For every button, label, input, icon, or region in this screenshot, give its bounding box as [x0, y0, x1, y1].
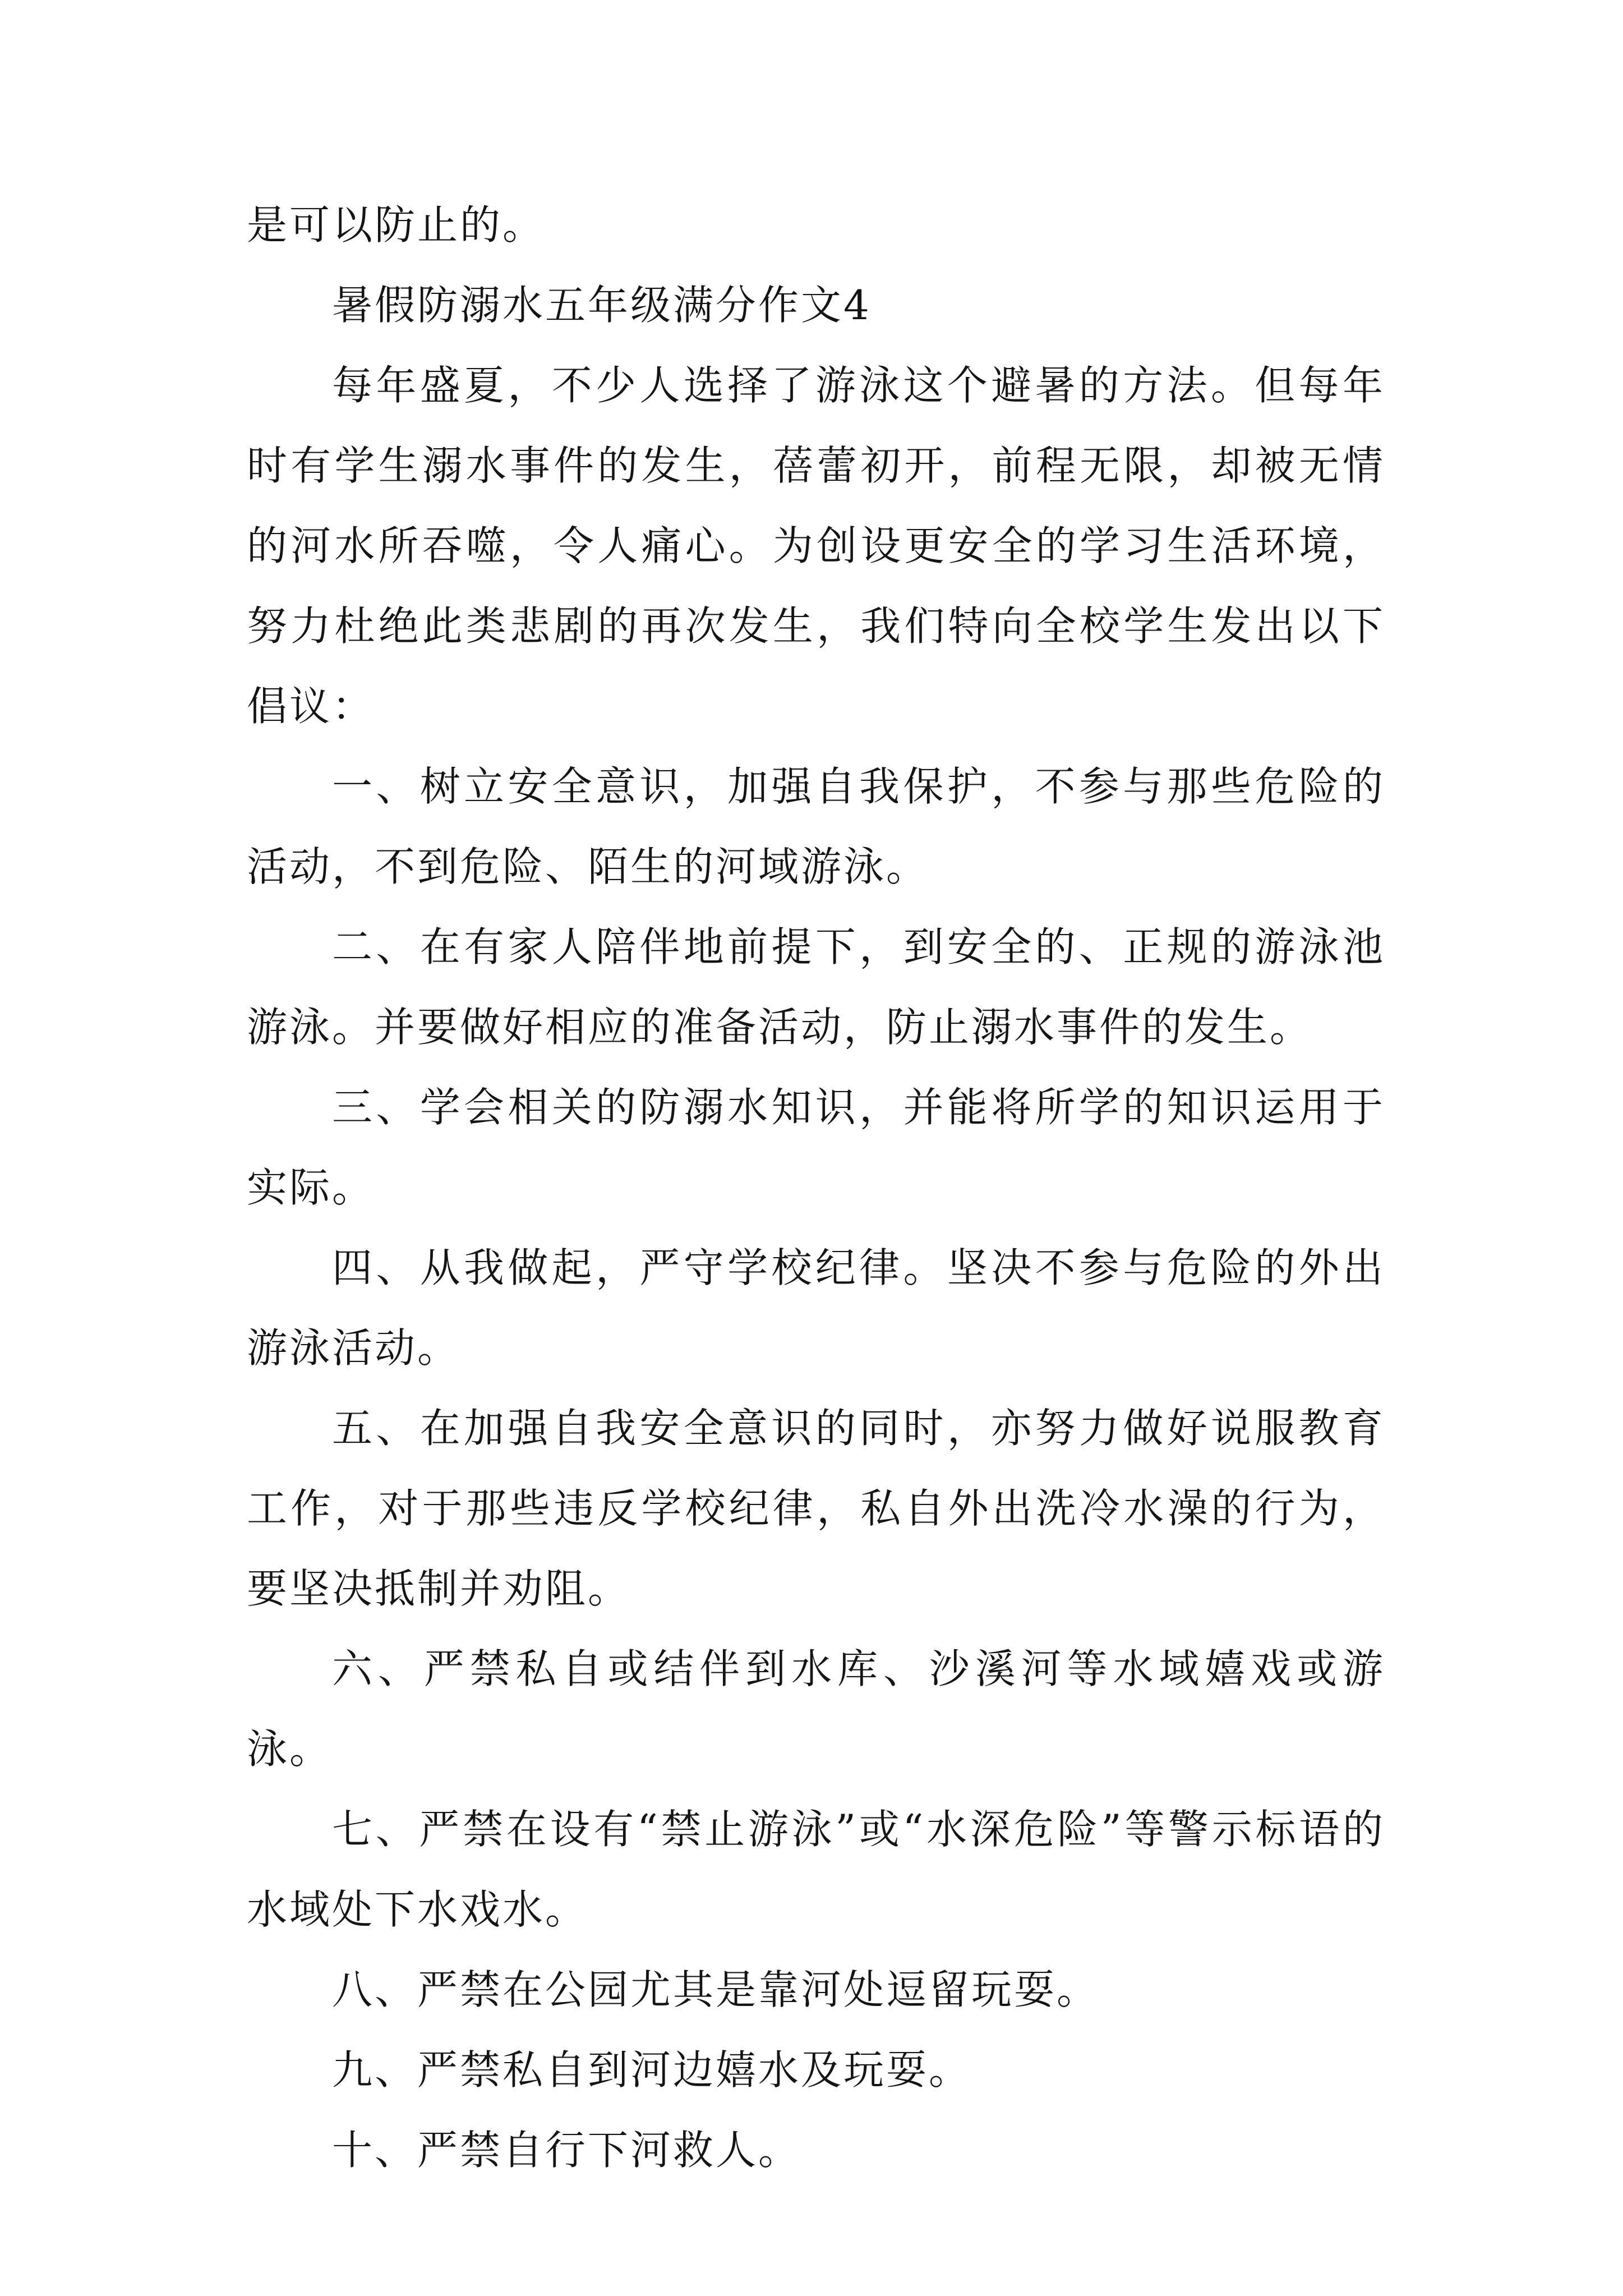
document-body: [247, 185, 1385, 2191]
proposal-item-3: 三、学会相关的防溺水知识，并能将所学的知识运用于实际。: [247, 1084, 1385, 1211]
proposal-item-4: 四、从我做起，严守学校纪律。坚决不参与危险的外出游泳活动。: [247, 1244, 1385, 1372]
essay-title: 暑假防溺水五年级满分作文4: [332, 282, 872, 329]
paragraph-continuation: 是可以防止的。: [247, 201, 546, 249]
proposal-item-1: 一、树立安全意识，加强自我保护，不参与那些危险的活动，不到危险、陌生的河域游泳。: [247, 763, 1385, 890]
proposal-item-8: 八、严禁在公园尤其是靠河处逗留玩耍。: [332, 1966, 1100, 2013]
proposal-item-5: 五、在加强自我安全意识的同时，亦努力做好说服教育工作，对于那些违反学校纪律，私自外出洗冷水澡的行为，要坚决抵制并劝阻。: [247, 1405, 1385, 1612]
paragraph-intro: 每年盛夏，不少人选择了游泳这个避暑的方法。但每年时有学生溺水事件的发生，蓓蕾初开，前程无限，却被无情的河水所吞噬，令人痛心。为创设更安全的学习生活环境，努力杜绝此类悲剧的再次发生，我们特向全校学生发出以下倡议：: [247, 362, 1385, 730]
proposal-item-2: 二、在有家人陪伴地前提下，到安全的、正规的游泳池游泳。并要做好相应的准备活动，防止溺水事件的发生。: [247, 923, 1385, 1051]
proposal-item-9: 九、严禁私自到河边嬉水及玩耍。: [332, 2046, 972, 2093]
proposal-item-7: 七、严禁在设有“禁止游泳”或“水深危险”等警示标语的水域处下水戏水。: [247, 1806, 1385, 1933]
proposal-item-6: 六、严禁私自或结伴到水库、沙溪河等水域嬉戏或游泳。: [247, 1645, 1385, 1773]
proposal-item-10: 十、严禁自行下河救人。: [332, 2127, 801, 2174]
